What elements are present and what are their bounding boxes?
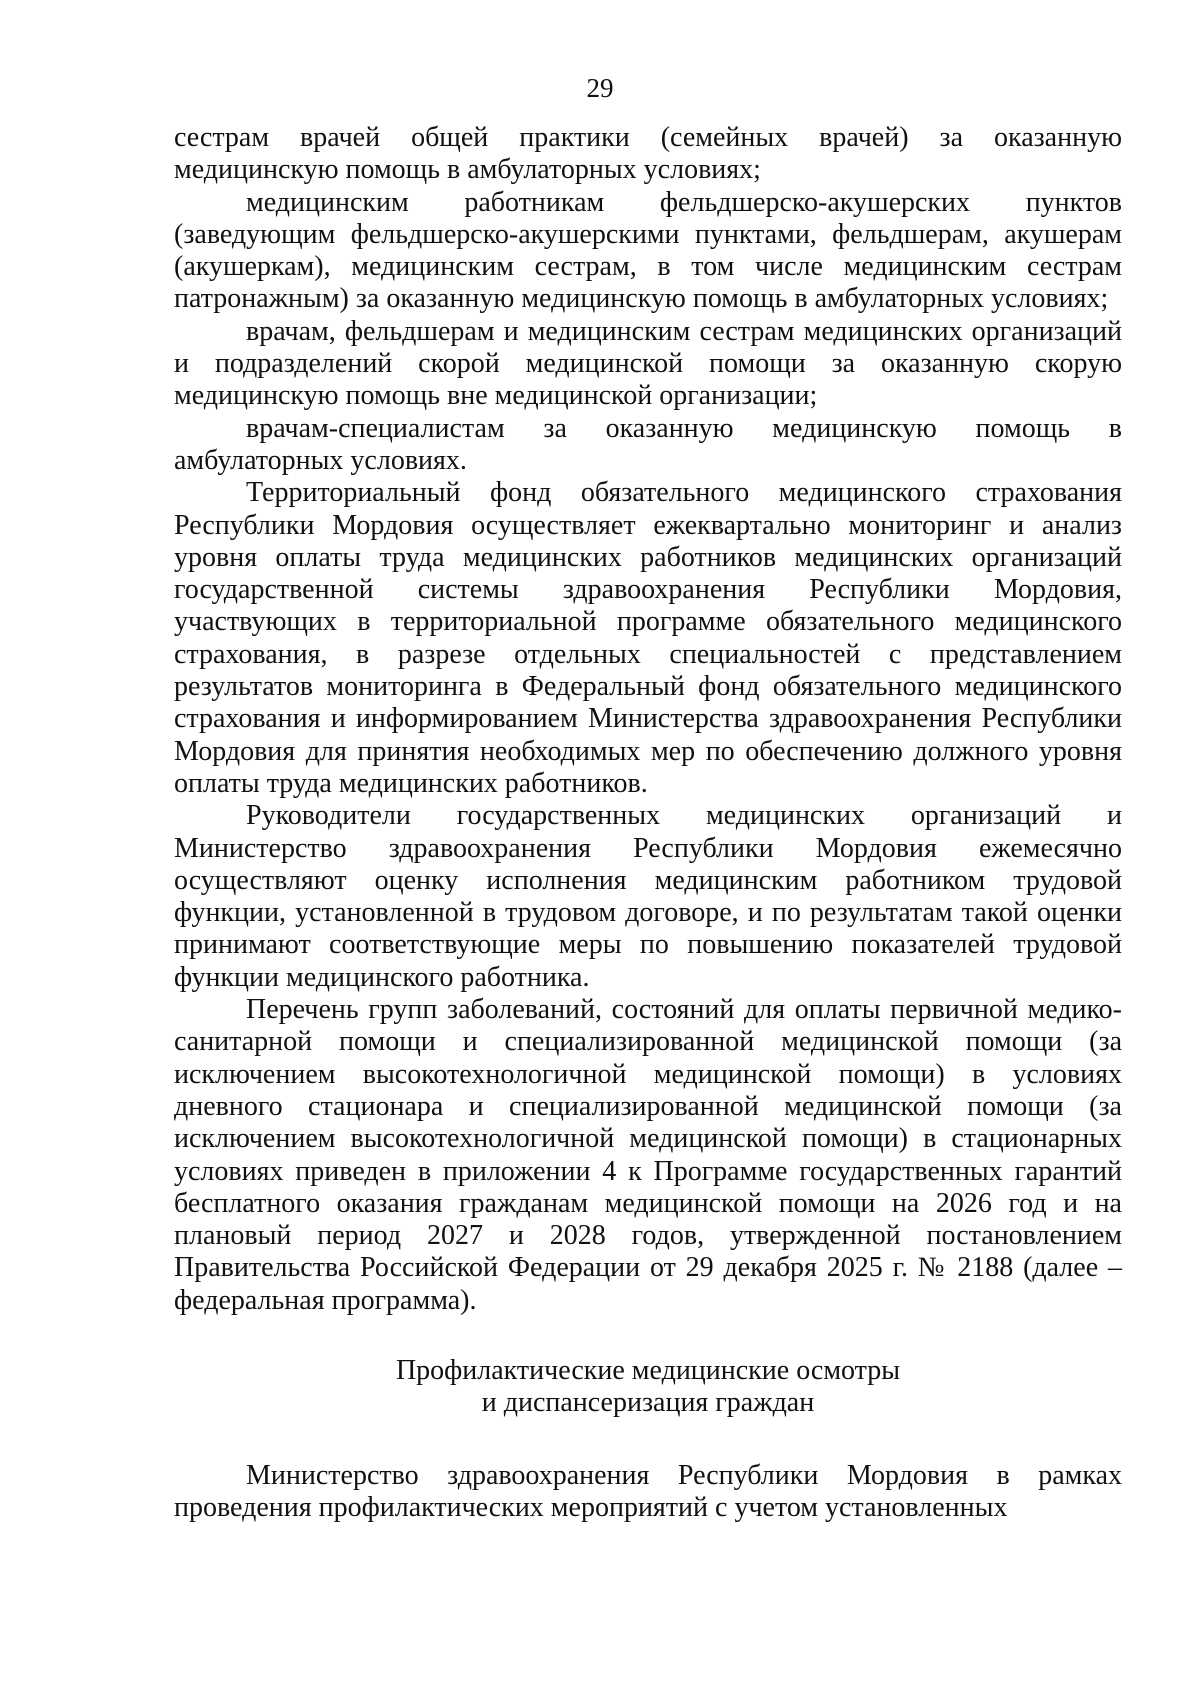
paragraph-3: врачам, фельдшерам и медицинским сестрам медицинских организаций и подразделений скорой медицинской помощи за оказанную скорую медицинскую помощь вне медицинской организации; xyxy=(174,315,1122,412)
paragraph-2: медицинским работникам фельдшерско-акушерских пунктов (заведующим фельдшерско-акушерскими пунктами, фельдшерам, акушерам (акушеркам), медицинским сестрам, в том числе медицинским сестрам патронажным) за оказанную медицинскую помощь в амбулаторных условиях; xyxy=(174,186,1122,315)
section-heading xyxy=(174,1355,1122,1420)
paragraph-8: Министерство здравоохранения Республики Мордовия в рамках проведения профилактических мероприятий с учетом установленных xyxy=(174,1459,1122,1523)
paragraph-5: Территориальный фонд обязательного медицинского страхования Республики Мордовия осуществляет ежеквартально мониторинг и анализ уровня оплаты труда медицинских работников медицинских организаций государственной системы здравоохранения Республики Мордовия, участвующих в территориальной программе обязательного медицинского страхования, в разрезе отдельных специальностей с представлением результатов мониторинга в Федеральный фонд обязательного медицинского страхования и информированием Министерства здравоохранения Республики Мордовия для принятия необходимых мер по обеспечению должного уровня оплаты труда медицинских работников. xyxy=(174,477,1122,799)
paragraph-4: врачам-специалистам за оказанную медицинскую помощь в амбулаторных условиях. xyxy=(174,412,1122,476)
section-heading-line-2: и диспансеризация граждан xyxy=(481,1387,815,1419)
paragraph-7: Перечень групп заболеваний, состояний для оплаты первичной медико-санитарной помощи и специализированной медицинской помощи (за исключением высокотехнологичной медицинской помощи) в условиях дневного стационара и специализированной медицинской помощи (за исключением высокотехнологичной медицинской помощи) в стационарных условиях приведен в приложении 4 к Программе государственных гарантий бесплатного оказания гражданам медицинской помощи на 2026 год и на плановый период 2027 и 2028 годов, утвержденной постановлением Правительства Российской Федерации от 29 декабря 2025 г. № 2188 (далее – федеральная программа). xyxy=(174,994,1122,1316)
paragraph-1: сестрам врачей общей практики (семейных врачей) за оказанную медицинскую помощь в амбулаторных условиях; xyxy=(174,122,1122,186)
document-body xyxy=(174,122,1122,1524)
page-number: 29 xyxy=(586,73,614,103)
section-heading-line-1: Профилактические медицинские осмотры xyxy=(395,1354,901,1386)
paragraph-6: Руководители государственных медицинских организаций и Министерство здравоохранения Республики Мордовия ежемесячно осуществляют оценку исполнения медицинским работником трудовой функции, установленной в трудовом договоре, и по результатам такой оценки принимают соответствующие меры по повышению показателей трудовой функции медицинского работника. xyxy=(174,800,1122,993)
